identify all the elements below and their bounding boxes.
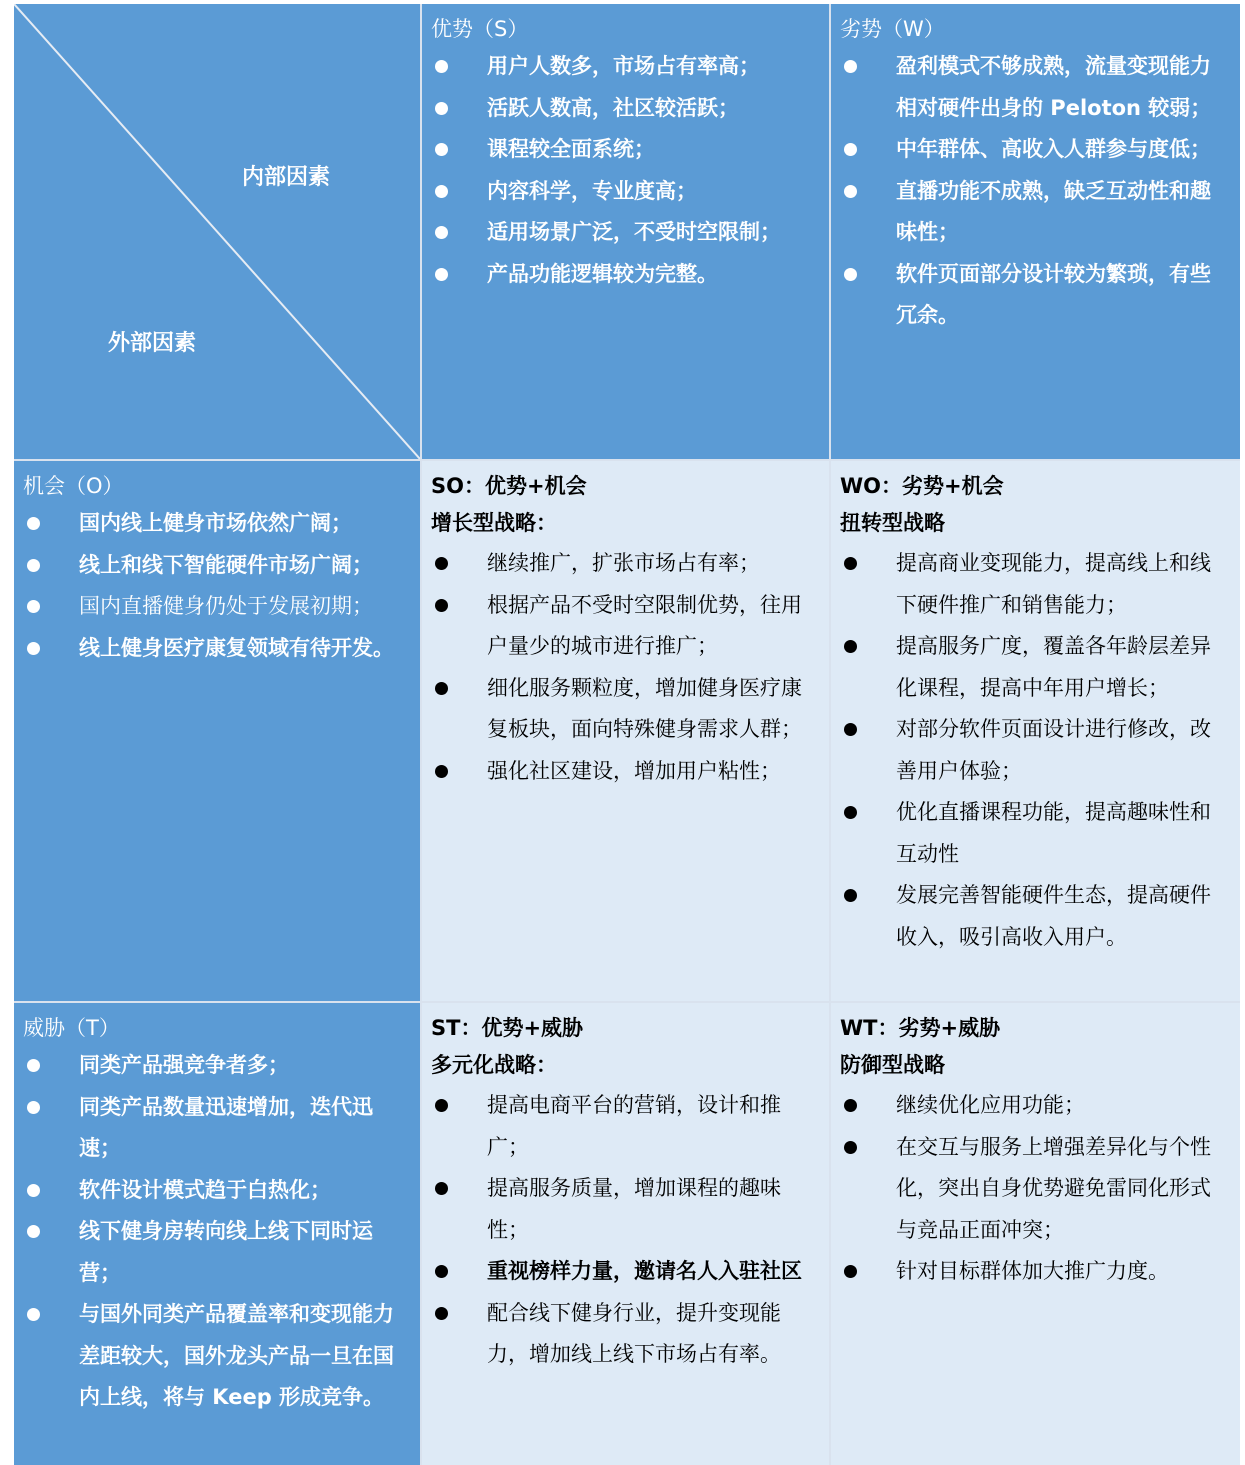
list-item	[840, 543, 1230, 626]
list-item-text: 提高服务广度，覆盖各年龄层差异化课程，提高中年用户增长；	[896, 634, 1211, 700]
st-title: ST：优势+威胁	[431, 1016, 584, 1040]
bullet-icon	[435, 1307, 448, 1320]
bullet-icon	[27, 642, 40, 655]
st-strategy-cell	[422, 1003, 831, 1465]
threats-cell	[14, 1003, 422, 1465]
list-item-text: 软件页面部分设计较为繁琐，有些冗余。	[896, 261, 1211, 327]
bullet-icon	[844, 1141, 857, 1154]
so-strategy-cell	[422, 461, 831, 1003]
list-item-text: 细化服务颗粒度，增加健身医疗康复板块，面向特殊健身需求人群；	[487, 675, 802, 741]
list-item	[23, 1087, 410, 1170]
list-item-text: 提高服务质量，增加课程的趣味性；	[487, 1176, 781, 1242]
corner-cell	[14, 4, 422, 461]
list-item-text: 优化直播课程功能，提高趣味性和互动性	[896, 800, 1211, 866]
bullet-icon	[27, 1059, 40, 1072]
list-item	[431, 751, 819, 793]
list-item-text: 软件设计模式趋于白热化；	[79, 1177, 331, 1202]
list-item	[431, 171, 819, 213]
list-item-text: 线上健身医疗康复领域有待开发。	[79, 635, 394, 660]
list-item-text: 提高电商平台的营销，设计和推广；	[487, 1093, 781, 1159]
bullet-icon	[435, 682, 448, 695]
list-item	[840, 875, 1230, 958]
bullet-icon	[435, 185, 448, 198]
list-item	[840, 46, 1230, 129]
list-item	[431, 129, 819, 171]
bullet-icon	[27, 1308, 40, 1321]
external-factors-label: 外部因素	[108, 331, 197, 356]
wo-strategy-name: 扭转型战略	[840, 511, 945, 535]
bullet-icon	[435, 1182, 448, 1195]
bullet-icon	[435, 268, 448, 281]
bullet-icon	[27, 1101, 40, 1114]
weaknesses-list	[840, 46, 1230, 337]
diagonal-divider-icon	[14, 4, 420, 459]
list-item-text: 适用场景广泛，不受时空限制；	[487, 220, 781, 244]
so-list	[431, 543, 819, 792]
list-item-text: 重视榜样力量，邀请名人入驻社区	[487, 1259, 802, 1283]
wt-title: WT：劣势+威胁	[840, 1016, 1001, 1040]
list-item	[840, 709, 1230, 792]
list-item	[431, 46, 819, 88]
wt-strategy-cell	[831, 1003, 1240, 1465]
strengths-title: 优势（S）	[431, 17, 529, 41]
list-item-text: 盈利模式不够成熟，流量变现能力相对硬件出身的 Peloton 较弱；	[896, 54, 1212, 120]
list-item	[23, 1294, 410, 1419]
list-item	[840, 1085, 1230, 1127]
list-item-text: 继续推广，扩张市场占有率；	[487, 551, 760, 575]
list-item-text: 对部分软件页面设计进行修改，改善用户体验；	[896, 717, 1211, 783]
list-item-text: 课程较全面系统；	[487, 137, 655, 161]
list-item-text: 针对目标群体加大推广力度。	[896, 1259, 1169, 1283]
list-item-text: 发展完善智能硬件生态，提高硬件收入，吸引高收入用户。	[896, 883, 1211, 949]
list-item	[840, 254, 1230, 337]
list-item-text: 继续优化应用功能；	[896, 1093, 1085, 1117]
bullet-icon	[27, 1184, 40, 1197]
list-item	[840, 1251, 1230, 1293]
bullet-icon	[435, 143, 448, 156]
list-item-text: 国内直播健身仍处于发展初期；	[79, 594, 373, 618]
list-item-text: 配合线下健身行业，提升变现能力，增加线上线下市场占有率。	[487, 1300, 781, 1366]
internal-factors-label: 内部因素	[242, 165, 331, 190]
list-item	[431, 668, 819, 751]
so-strategy-name: 增长型战略：	[431, 511, 557, 535]
bullet-icon	[844, 60, 857, 73]
st-strategy-name: 多元化战略：	[431, 1053, 557, 1077]
bullet-icon	[435, 1265, 448, 1278]
weaknesses-title: 劣势（W）	[840, 17, 945, 41]
opportunities-list	[23, 503, 410, 669]
list-item	[431, 1251, 819, 1293]
bullet-icon	[27, 1225, 40, 1238]
weaknesses-cell	[831, 4, 1240, 461]
bullet-icon	[844, 806, 857, 819]
so-title: SO：优势+机会	[431, 474, 587, 498]
bullet-icon	[844, 143, 857, 156]
list-item	[431, 1293, 819, 1376]
threats-title: 威胁（T）	[23, 1016, 120, 1040]
st-list	[431, 1085, 819, 1376]
list-item-text: 同类产品强竞争者多；	[79, 1053, 289, 1077]
list-item-text: 用户人数多，市场占有率高；	[487, 54, 760, 78]
bullet-icon	[435, 226, 448, 239]
list-item-text: 线上和线下智能硬件市场广阔；	[79, 552, 373, 577]
bullet-icon	[844, 185, 857, 198]
list-item	[840, 626, 1230, 709]
list-item	[23, 1170, 410, 1212]
bullet-icon	[844, 268, 857, 281]
list-item-text: 中年群体、高收入人群参与度低；	[896, 137, 1211, 161]
list-item	[431, 88, 819, 130]
list-item-text: 与国外同类产品覆盖率和变现能力差距较大，国外龙头产品一旦在国内上线，将与 Keep 形成竞争。	[79, 1302, 394, 1409]
bullet-icon	[27, 517, 40, 530]
list-item	[431, 212, 819, 254]
list-item	[23, 1045, 410, 1087]
strengths-cell	[422, 4, 831, 461]
bullet-icon	[435, 557, 448, 570]
list-item-text: 活跃人数高，社区较活跃；	[487, 95, 739, 120]
bullet-icon	[844, 1265, 857, 1278]
threats-list	[23, 1045, 410, 1419]
list-item	[431, 1168, 819, 1251]
opportunities-cell	[14, 461, 422, 1003]
list-item	[840, 129, 1230, 171]
list-item-text: 直播功能不成熟，缺乏互动性和趣味性；	[896, 178, 1211, 244]
list-item	[23, 628, 410, 670]
bullet-icon	[435, 1099, 448, 1112]
swot-table	[14, 4, 1240, 1465]
list-item	[840, 792, 1230, 875]
opportunities-title: 机会（O）	[23, 474, 124, 498]
bullet-icon	[27, 559, 40, 572]
list-item	[840, 171, 1230, 254]
wo-strategy-cell	[831, 461, 1240, 1003]
list-item	[23, 1211, 410, 1294]
list-item-text: 强化社区建设，增加用户粘性；	[487, 758, 781, 783]
bullet-icon	[27, 600, 40, 613]
list-item-text: 提高商业变现能力，提高线上和线下硬件推广和销售能力；	[896, 551, 1211, 617]
bullet-icon	[844, 1099, 857, 1112]
wt-list	[840, 1085, 1230, 1293]
bullet-icon	[435, 599, 448, 612]
bullet-icon	[435, 765, 448, 778]
wt-strategy-name: 防御型战略	[840, 1053, 945, 1077]
bullet-icon	[435, 102, 448, 115]
list-item-text: 同类产品数量迅速增加，迭代迅速；	[79, 1094, 373, 1160]
list-item	[840, 1127, 1230, 1252]
list-item	[431, 543, 819, 585]
list-item	[431, 254, 819, 296]
list-item-text: 国内线上健身市场依然广阔；	[79, 511, 352, 535]
bullet-icon	[844, 640, 857, 653]
list-item-text: 根据产品不受时空限制优势，往用户量少的城市进行推广；	[487, 592, 802, 658]
bullet-icon	[435, 60, 448, 73]
bullet-icon	[844, 723, 857, 736]
wo-list	[840, 543, 1230, 958]
bullet-icon	[844, 889, 857, 902]
list-item-text: 产品功能逻辑较为完整。	[487, 261, 718, 286]
strengths-list	[431, 46, 819, 295]
list-item	[23, 586, 410, 628]
wo-title: WO：劣势+机会	[840, 474, 1004, 498]
list-item-text: 内容科学，专业度高；	[487, 178, 697, 203]
list-item	[431, 585, 819, 668]
bullet-icon	[844, 557, 857, 570]
list-item	[431, 1085, 819, 1168]
list-item	[23, 545, 410, 587]
list-item	[23, 503, 410, 545]
list-item-text: 在交互与服务上增强差异化与个性化，突出自身优势避免雷同化形式与竞品正面冲突；	[896, 1134, 1211, 1242]
list-item-text: 线下健身房转向线上线下同时运营；	[79, 1219, 373, 1285]
